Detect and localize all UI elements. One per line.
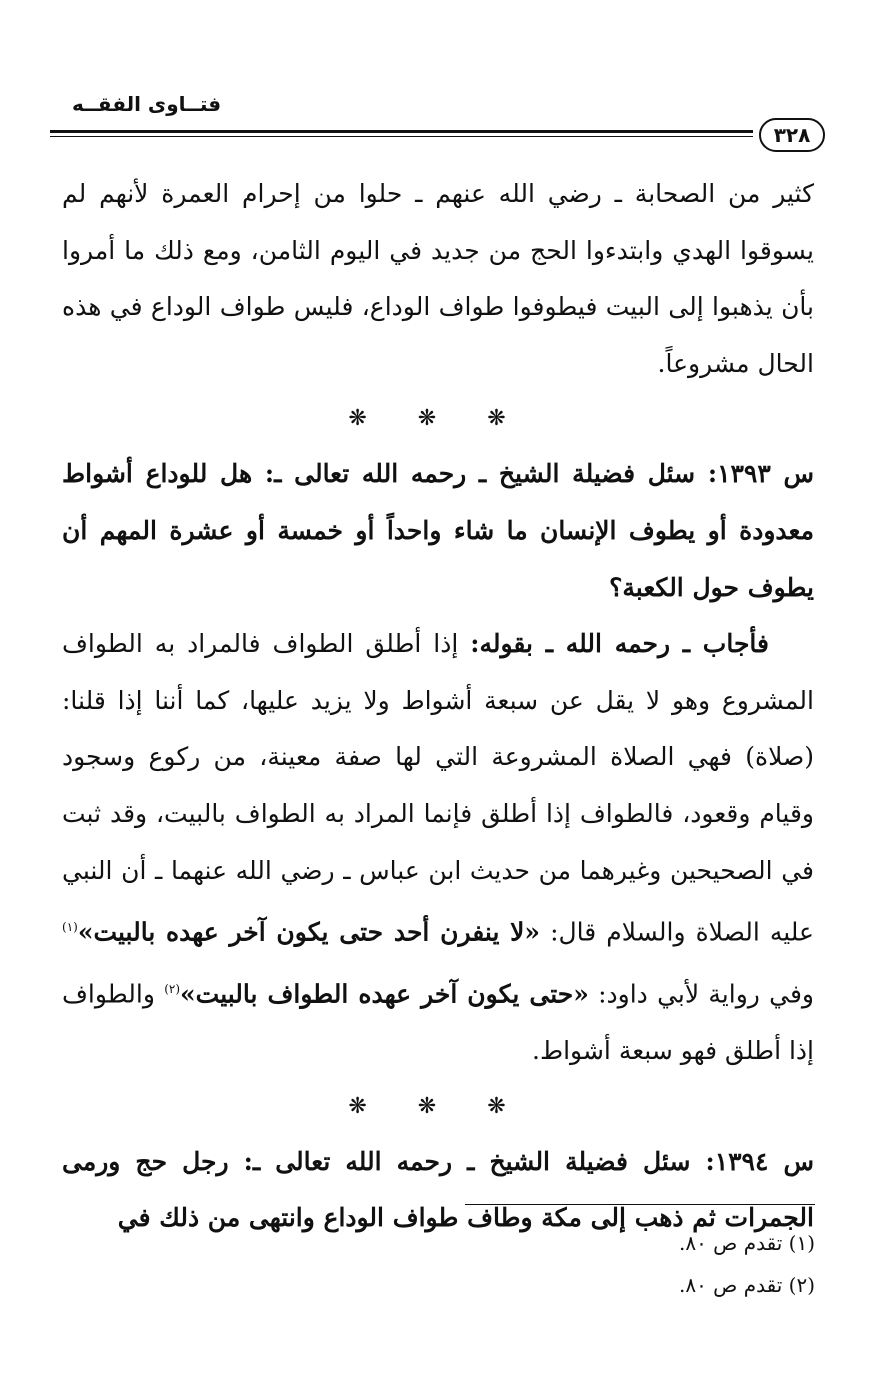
answer-text-3: والطواف إذا أطلق فهو سبعة أشواط. (62, 979, 814, 1065)
question-number: س ١٣٩٣: (707, 459, 814, 489)
footnote-1: (١) تقدم ص ٨٠. (678, 1231, 815, 1255)
question-text-2: سئل فضيلة الشيخ ـ رحمه الله تعالى ـ: رجل حج ورمى الجمرات ثم ذهب إلى مكة وطاف طواف الوداع وانتهى من ذلك في (62, 1146, 814, 1233)
answer-1393 (62, 616, 814, 1079)
section-separator: ❋ ❋ ❋ (348, 406, 528, 432)
question-text: سئل فضيلة الشيخ ـ رحمه الله تعالى ـ: هل للوداع أشواط معدودة أو يطوف الإنسان ما شاء واحداً أو خمسة أو عشرة المهم أن يطوف حول الكعبة؟ (62, 459, 814, 602)
section-separator-2: ❋ ❋ ❋ (348, 1093, 528, 1119)
answer-intro: فأجاب ـ رحمه الله ـ بقوله: (470, 629, 769, 659)
header-rule (50, 130, 753, 133)
main-text (62, 166, 814, 1247)
page-number: ٣٢٨ (759, 118, 825, 152)
footnotes (215, 1222, 815, 1306)
page-header (50, 88, 825, 158)
hadith-quote: «لا ينفرن أحد حتى يكون آخر عهده بالبيت» (77, 917, 541, 947)
running-title: فتــاوى الفقــه (72, 92, 222, 116)
question-1393 (62, 446, 814, 616)
footnote-ref-1: (١) (62, 920, 78, 935)
question-number-2: س ١٣٩٤: (705, 1146, 814, 1176)
answer-text-2: وفي رواية لأبي داود: (588, 979, 814, 1009)
paragraph-continuation: كثير من الصحابة ـ رضي الله عنهم ـ حلوا من إحرام العمرة لأنهم لم يسوقوا الهدي وابتدءوا الحج من جديد في اليوم الثامن، ومع ذلك ما أمروا بأن يذهبوا إلى البيت فيطوفوا طواف الوداع، فليس طواف الوداع في هذه الحال مشروعاً. (62, 179, 814, 378)
footnote-ref-2: (٢) (164, 982, 181, 997)
answer-text: إذا أطلق الطواف فالمراد به الطواف المشروع وهو لا يقل عن سبعة أشواط ولا يزيد عليها، كما أننا إذا قلنا: (صلاة) فهي الصلاة المشروعة التي لها صفة معينة، من ركوع وسجود وقيام وقعود، فالطواف إذا أطلق فإنما المراد به الطواف بالبيت، وقد ثبت في الصحيحين وغيرهما من حديث ابن عباس ـ رضي الله عنهما ـ أن النبي عليه الصلاة والسلام قال: (62, 629, 814, 947)
footnote-separator (465, 1204, 815, 1205)
hadith-quote-2: «حتى يكون آخر عهده الطواف بالبيت» (180, 979, 589, 1009)
footnote-2: (٢) تقدم ص ٨٠. (678, 1273, 815, 1297)
header-rule-thin (50, 136, 753, 137)
